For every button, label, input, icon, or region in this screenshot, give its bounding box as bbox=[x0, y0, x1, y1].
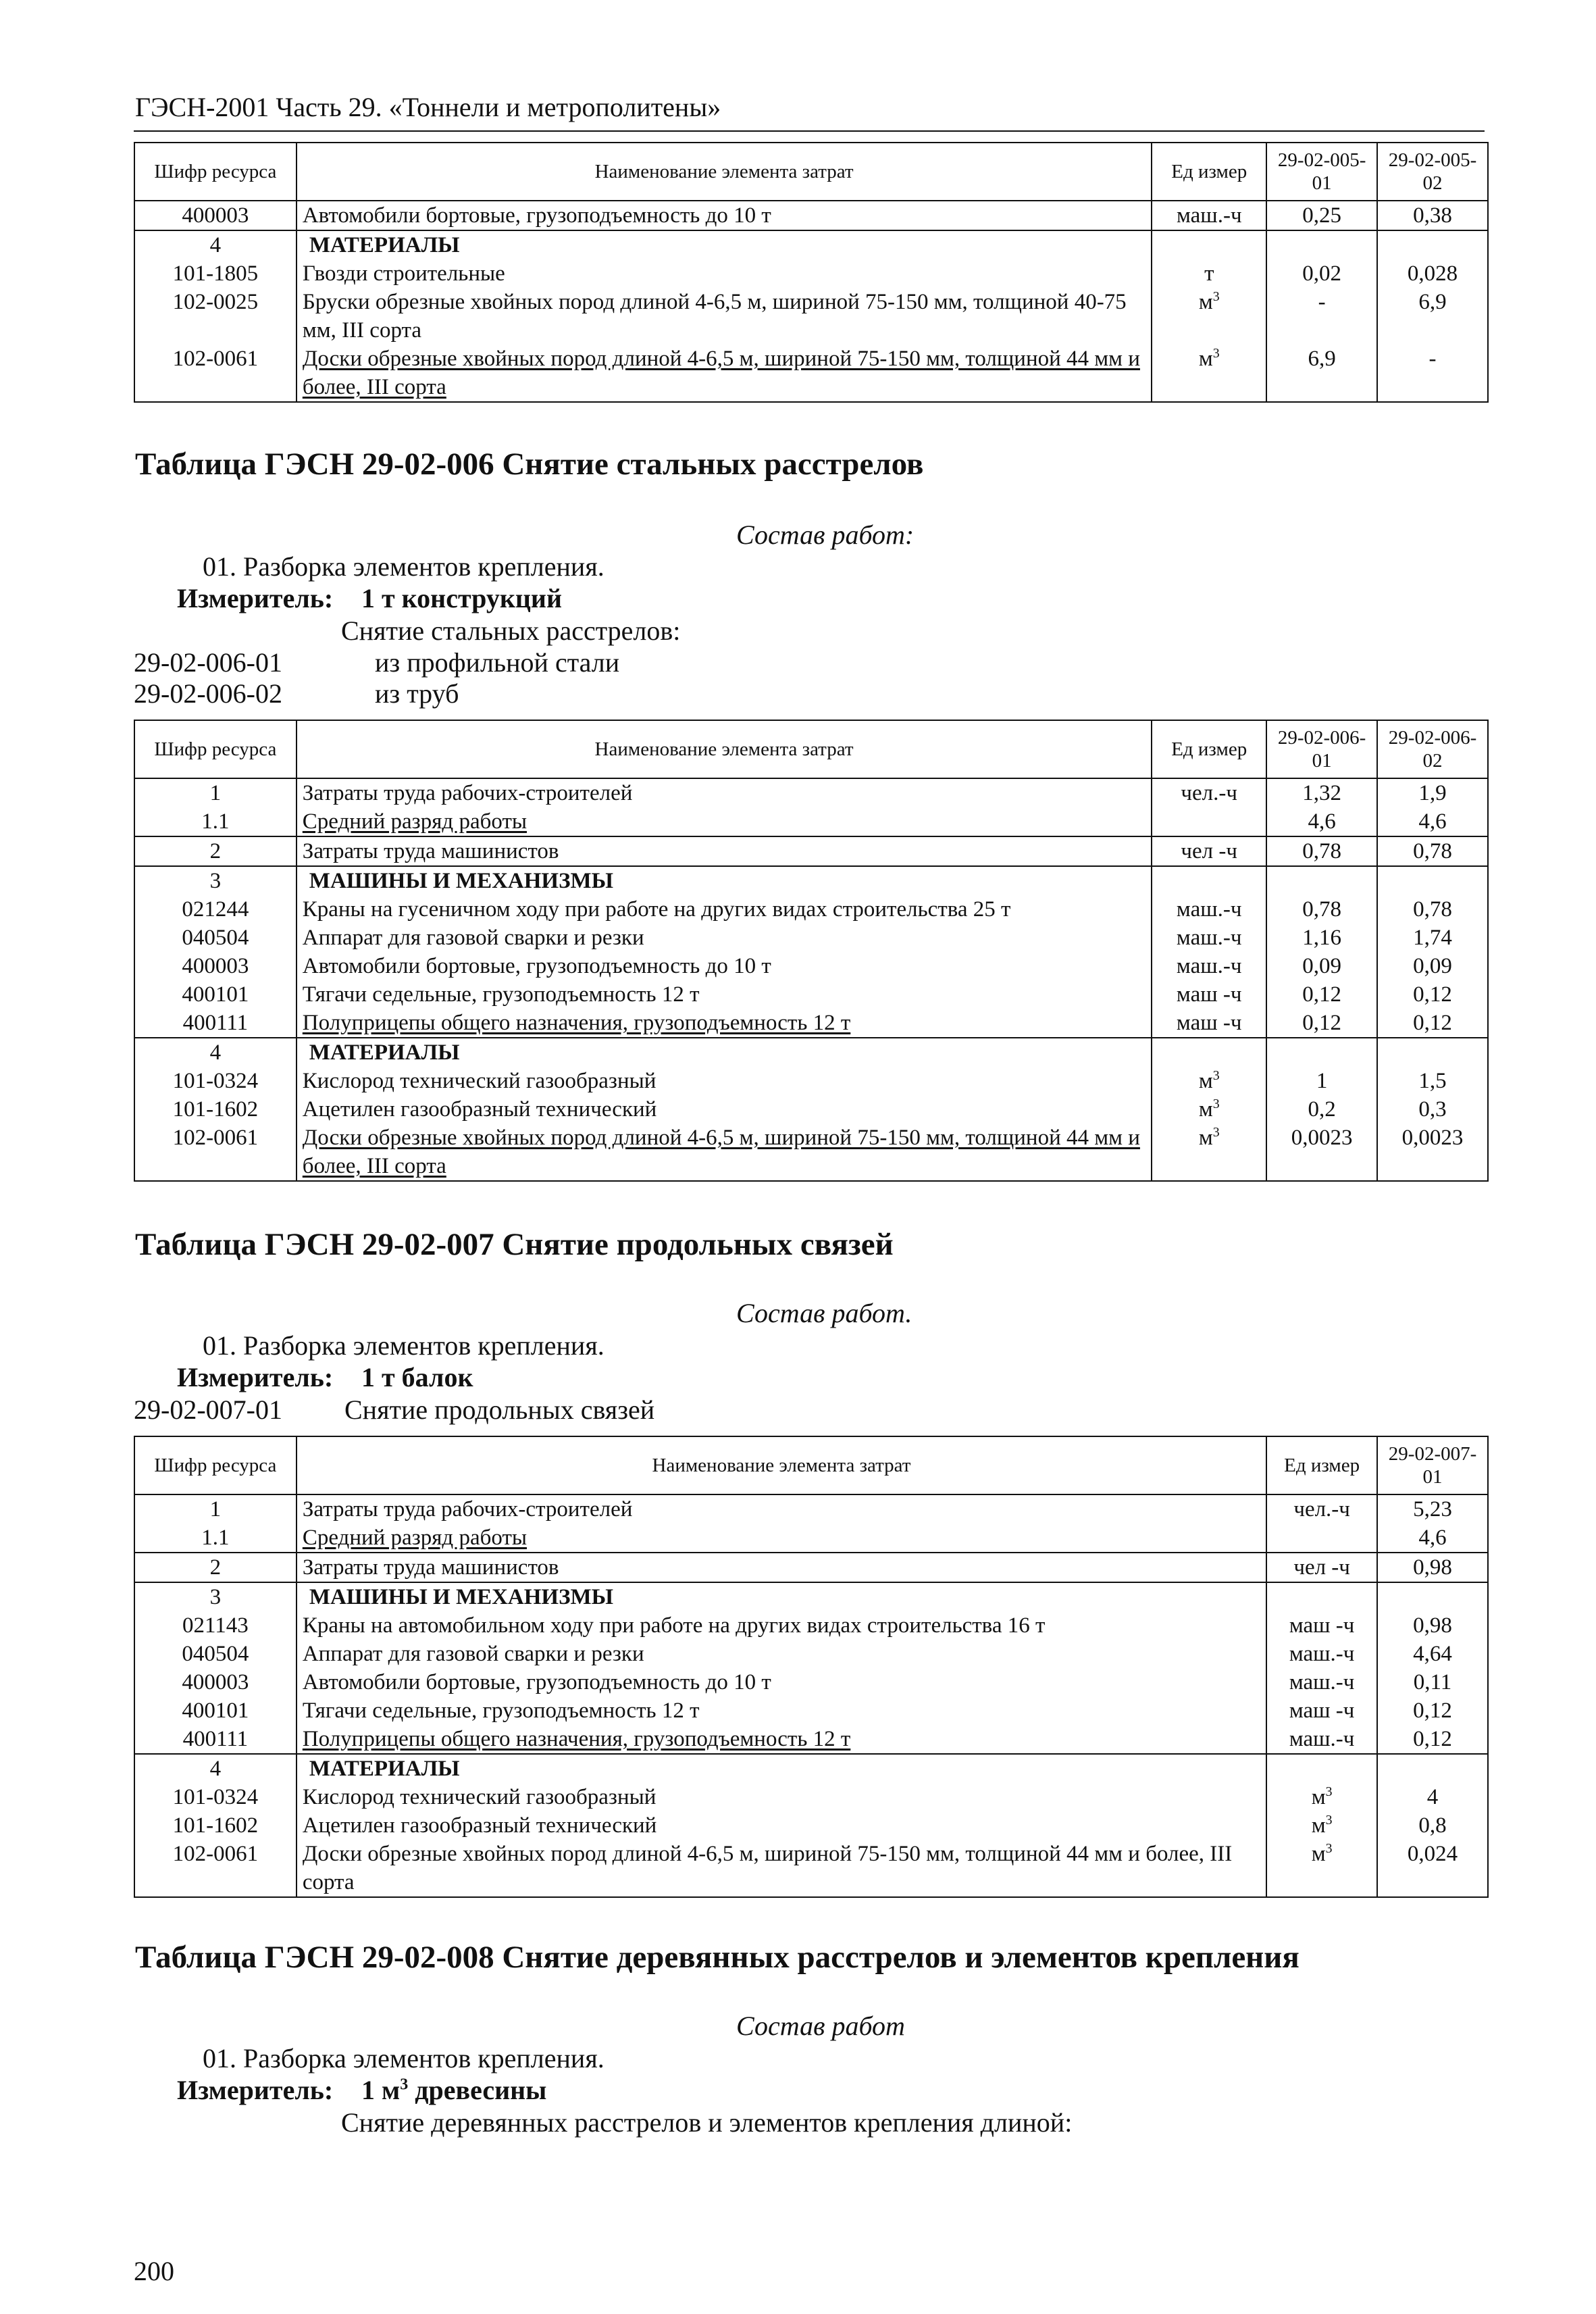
work-item: 01. Разборка элементов крепления. bbox=[203, 1330, 604, 1361]
table-row bbox=[134, 1124, 1488, 1181]
subheading: Снятие деревянных расстрелов и элементов крепления длиной: bbox=[341, 2107, 1073, 2138]
value-variant-1: 0,12 bbox=[1377, 1696, 1488, 1725]
resource-code: 101-1602 bbox=[134, 1095, 297, 1124]
unit-of-measure: чел.-ч bbox=[1152, 778, 1266, 807]
value-variant-1: 1 bbox=[1266, 1067, 1377, 1095]
resource-code: 4 bbox=[134, 1038, 297, 1067]
page-number: 200 bbox=[134, 2256, 174, 2286]
value-variant-1: 0,11 bbox=[1377, 1668, 1488, 1696]
resource-name: Автомобили бортовые, грузоподъемность до 10 т bbox=[297, 201, 1152, 230]
resource-name: Доски обрезные хвойных пород длиной 4-6,5 м, шириной 75-150 мм, толщиной 44 мм и более, III сорта bbox=[297, 1124, 1152, 1181]
subheading: Снятие стальных расстрелов: bbox=[341, 615, 681, 646]
resource-code: 1.1 bbox=[134, 807, 297, 836]
resource-code: 3 bbox=[134, 1582, 297, 1611]
resource-code: 102-0025 bbox=[134, 288, 297, 345]
resource-name: Автомобили бортовые, грузоподъемность до 10 т bbox=[297, 1668, 1266, 1696]
table-row bbox=[134, 924, 1488, 952]
column-header-unit: Ед измер bbox=[1152, 720, 1266, 778]
resource-code: 1 bbox=[134, 1494, 297, 1524]
value-variant-2: 0,09 bbox=[1377, 952, 1488, 980]
section-title-29-02-006: Таблица ГЭСН 29-02-006 Снятие стальных расстрелов bbox=[135, 447, 924, 482]
resource-name: Гвозди строительные bbox=[297, 259, 1152, 288]
group-row bbox=[134, 1754, 1488, 1783]
group-title: МАШИНЫ И МЕХАНИЗМЫ bbox=[297, 1582, 1266, 1611]
unit-of-measure: маш -ч bbox=[1266, 1696, 1377, 1725]
meter-value: 1 т конструкций bbox=[361, 583, 563, 613]
resource-name: Аппарат для газовой сварки и резки bbox=[297, 1640, 1266, 1668]
resource-code: 040504 bbox=[134, 1640, 297, 1668]
resource-name: Средний разряд работы bbox=[297, 807, 1152, 836]
resource-name: Полуприцепы общего назначения, грузоподъемность 12 т bbox=[297, 1009, 1152, 1038]
group-title: МАТЕРИАЛЫ bbox=[297, 1754, 1266, 1783]
resource-table-29-02-007 bbox=[134, 1436, 1489, 1898]
variant-code: 29-02-007-01 bbox=[134, 1394, 282, 1425]
meter-label: Измеритель: bbox=[177, 1362, 334, 1392]
value-variant-2: 1,9 bbox=[1377, 778, 1488, 807]
column-header-code: Шифр ресурса bbox=[134, 143, 297, 201]
table-row bbox=[134, 895, 1488, 924]
table-row bbox=[134, 1811, 1488, 1840]
column-header-variant-1: 29-02-007-01 bbox=[1377, 1436, 1488, 1494]
header-divider bbox=[134, 130, 1485, 132]
resource-name: Полуприцепы общего назначения, грузоподъемность 12 т bbox=[297, 1725, 1266, 1754]
variant-code: 29-02-006-01 bbox=[134, 647, 282, 678]
table-row bbox=[134, 345, 1488, 402]
value-variant-1: 1,16 bbox=[1266, 924, 1377, 952]
unit-of-measure: маш.-ч bbox=[1152, 924, 1266, 952]
resource-name: Затраты труда рабочих-строителей bbox=[297, 778, 1152, 807]
resource-name: Кислород технический газообразный bbox=[297, 1783, 1266, 1811]
value-variant-2: 0,78 bbox=[1377, 836, 1488, 866]
work-item: 01. Разборка элементов крепления. bbox=[203, 551, 604, 582]
unit-of-measure: маш.-ч bbox=[1152, 952, 1266, 980]
unit-of-measure: $м^3$ bbox=[1266, 1840, 1377, 1897]
value-variant-1: 5,23 bbox=[1377, 1494, 1488, 1524]
unit-of-measure: $м^3$ bbox=[1152, 345, 1266, 402]
table-row bbox=[134, 201, 1488, 230]
group-row bbox=[134, 1038, 1488, 1067]
resource-name: Затраты труда машинистов bbox=[297, 836, 1152, 866]
variant-text: Снятие продольных связей bbox=[344, 1394, 655, 1425]
table-row bbox=[134, 1553, 1488, 1582]
resource-code: 400003 bbox=[134, 1668, 297, 1696]
variant-text: из профильной стали bbox=[375, 647, 620, 678]
value-variant-2: 6,9 bbox=[1377, 288, 1488, 345]
value-variant-2: 1,74 bbox=[1377, 924, 1488, 952]
value-variant-1 bbox=[1266, 866, 1377, 895]
value-variant-1: 0,02 bbox=[1266, 259, 1377, 288]
unit-of-measure bbox=[1152, 230, 1266, 259]
unit-of-measure: маш -ч bbox=[1152, 1009, 1266, 1038]
value-variant-1: 0,25 bbox=[1266, 201, 1377, 230]
table-row bbox=[134, 1725, 1488, 1754]
value-variant-1 bbox=[1266, 1038, 1377, 1067]
unit-of-measure: т bbox=[1152, 259, 1266, 288]
unit-of-measure bbox=[1266, 1582, 1377, 1611]
group-code: 4 bbox=[134, 230, 297, 259]
unit-of-measure bbox=[1266, 1754, 1377, 1783]
resource-name: Средний разряд работы bbox=[297, 1524, 1266, 1553]
group-title: МАТЕРИАЛЫ bbox=[297, 1038, 1152, 1067]
table-row bbox=[134, 1494, 1488, 1524]
table-row bbox=[134, 807, 1488, 836]
value-variant-1: 0,12 bbox=[1377, 1725, 1488, 1754]
value-variant-1: 0,024 bbox=[1377, 1840, 1488, 1897]
table-row bbox=[134, 1524, 1488, 1553]
meter-label: Измеритель: bbox=[177, 2075, 334, 2105]
value-variant-1: 0,78 bbox=[1266, 836, 1377, 866]
table-row bbox=[134, 836, 1488, 866]
value-variant-2: 0,12 bbox=[1377, 1009, 1488, 1038]
value-variant-2: 1,5 bbox=[1377, 1067, 1488, 1095]
resource-code: 1 bbox=[134, 778, 297, 807]
value-variant-2: 0,0023 bbox=[1377, 1124, 1488, 1181]
unit-of-measure: $м^3$ bbox=[1152, 1095, 1266, 1124]
column-header-variant-2: 29-02-005-02 bbox=[1377, 143, 1488, 201]
resource-name: Автомобили бортовые, грузоподъемность до 10 т bbox=[297, 952, 1152, 980]
table-row bbox=[134, 1009, 1488, 1038]
unit-of-measure: $м^3$ bbox=[1152, 1067, 1266, 1095]
value-variant-1 bbox=[1377, 1754, 1488, 1783]
column-header-unit: Ед измер bbox=[1266, 1436, 1377, 1494]
table-row bbox=[134, 1840, 1488, 1897]
value-variant-1: 0,09 bbox=[1266, 952, 1377, 980]
resource-code: 1.1 bbox=[134, 1524, 297, 1553]
resource-name: Тягачи седельные, грузоподъемность 12 т bbox=[297, 980, 1152, 1009]
section-title-29-02-007: Таблица ГЭСН 29-02-007 Снятие продольных связей bbox=[135, 1227, 894, 1262]
unit-of-measure bbox=[1152, 866, 1266, 895]
resource-name: Кислород технический газообразный bbox=[297, 1067, 1152, 1095]
resource-name: Затраты труда машинистов bbox=[297, 1553, 1266, 1582]
value-variant-1 bbox=[1377, 1582, 1488, 1611]
value-variant-2: 4,6 bbox=[1377, 807, 1488, 836]
value-variant-1: 4,64 bbox=[1377, 1640, 1488, 1668]
value-variant-1: 0,12 bbox=[1266, 980, 1377, 1009]
value-variant-1: 0,0023 bbox=[1266, 1124, 1377, 1181]
resource-name: Доски обрезные хвойных пород длиной 4-6,5 м, шириной 75-150 мм, толщиной 44 мм и более, III сорта bbox=[297, 1840, 1266, 1897]
value-variant-2: - bbox=[1377, 345, 1488, 402]
resource-code: 2 bbox=[134, 1553, 297, 1582]
group-title: МАТЕРИАЛЫ bbox=[297, 230, 1152, 259]
column-header-name: Наименование элемента затрат bbox=[297, 1436, 1266, 1494]
value-variant-1: 0,78 bbox=[1266, 895, 1377, 924]
table-row bbox=[134, 1668, 1488, 1696]
column-header-code: Шифр ресурса bbox=[134, 720, 297, 778]
resource-name: Ацетилен газообразный технический bbox=[297, 1811, 1266, 1840]
value-variant-1: 1,32 bbox=[1266, 778, 1377, 807]
unit-of-measure: чел.-ч bbox=[1266, 1494, 1377, 1524]
resource-code: 400101 bbox=[134, 980, 297, 1009]
unit-of-measure: чел -ч bbox=[1266, 1553, 1377, 1582]
unit-of-measure bbox=[1266, 1524, 1377, 1553]
resource-code: 102-0061 bbox=[134, 345, 297, 402]
value-variant-2: 0,38 bbox=[1377, 201, 1488, 230]
composition-label: Состав работ: bbox=[736, 520, 915, 550]
table-row bbox=[134, 952, 1488, 980]
unit-of-measure: маш.-ч bbox=[1266, 1640, 1377, 1668]
variant-code: 29-02-006-02 bbox=[134, 678, 282, 709]
unit-of-measure: $м^3$ bbox=[1152, 288, 1266, 345]
resource-code: 101-1602 bbox=[134, 1811, 297, 1840]
value-variant-1 bbox=[1266, 230, 1377, 259]
resource-name: Краны на автомобильном ходу при работе на других видах строительства 16 т bbox=[297, 1611, 1266, 1640]
resource-table-29-02-005 bbox=[134, 142, 1489, 403]
group-row bbox=[134, 230, 1488, 259]
unit-of-measure: маш -ч bbox=[1266, 1611, 1377, 1640]
unit-of-measure bbox=[1152, 807, 1266, 836]
value-variant-1: 0,12 bbox=[1266, 1009, 1377, 1038]
resource-code: 2 bbox=[134, 836, 297, 866]
unit-of-measure: маш -ч bbox=[1152, 980, 1266, 1009]
resource-name: Бруски обрезные хвойных пород длиной 4-6,5 м, шириной 75-150 мм, толщиной 40-75 мм, III сорта bbox=[297, 288, 1152, 345]
value-variant-1: - bbox=[1266, 288, 1377, 345]
table-row bbox=[134, 1095, 1488, 1124]
unit-of-measure: маш.-ч bbox=[1152, 895, 1266, 924]
value-variant-2 bbox=[1377, 230, 1488, 259]
resource-table-29-02-006 bbox=[134, 720, 1489, 1182]
meter-value: 1 т балок bbox=[361, 1362, 473, 1392]
column-header-unit: Ед измер bbox=[1152, 143, 1266, 201]
unit-of-measure: чел -ч bbox=[1152, 836, 1266, 866]
table-row bbox=[134, 259, 1488, 288]
resource-code: 102-0061 bbox=[134, 1840, 297, 1897]
meter-label: Измеритель: bbox=[177, 583, 334, 613]
meter-value: 1 $м^3$ древесины bbox=[361, 2075, 547, 2105]
group-row bbox=[134, 1582, 1488, 1611]
value-variant-1: 0,98 bbox=[1377, 1553, 1488, 1582]
value-variant-1: 6,9 bbox=[1266, 345, 1377, 402]
resource-code: 040504 bbox=[134, 924, 297, 952]
table-row bbox=[134, 1696, 1488, 1725]
unit-of-measure: маш.-ч bbox=[1266, 1725, 1377, 1754]
unit-of-measure: маш.-ч bbox=[1266, 1668, 1377, 1696]
value-variant-2: 0,3 bbox=[1377, 1095, 1488, 1124]
section-title-29-02-008: Таблица ГЭСН 29-02-008 Снятие деревянных расстрелов и элементов крепления bbox=[135, 1940, 1299, 1975]
column-header-variant-1: 29-02-006-01 bbox=[1266, 720, 1377, 778]
table-row bbox=[134, 1783, 1488, 1811]
resource-code: 400111 bbox=[134, 1009, 297, 1038]
value-variant-1: 4,6 bbox=[1266, 807, 1377, 836]
resource-name: Аппарат для газовой сварки и резки bbox=[297, 924, 1152, 952]
variant-text: из труб bbox=[375, 678, 459, 709]
value-variant-1: 4 bbox=[1377, 1783, 1488, 1811]
resource-name: Тягачи седельные, грузоподъемность 12 т bbox=[297, 1696, 1266, 1725]
unit-of-measure: $м^3$ bbox=[1266, 1783, 1377, 1811]
group-title: МАШИНЫ И МЕХАНИЗМЫ bbox=[297, 866, 1152, 895]
table-row bbox=[134, 980, 1488, 1009]
column-header-name: Наименование элемента затрат bbox=[297, 143, 1152, 201]
value-variant-2 bbox=[1377, 1038, 1488, 1067]
work-item: 01. Разборка элементов крепления. bbox=[203, 2043, 604, 2073]
resource-code: 021143 bbox=[134, 1611, 297, 1640]
resource-name: Затраты труда рабочих-строителей bbox=[297, 1494, 1266, 1524]
resource-code: 101-0324 bbox=[134, 1067, 297, 1095]
table-row bbox=[134, 778, 1488, 807]
column-header-code: Шифр ресурса bbox=[134, 1436, 297, 1494]
table-row bbox=[134, 1640, 1488, 1668]
composition-label: Состав работ bbox=[736, 2011, 905, 2041]
value-variant-1: 0,2 bbox=[1266, 1095, 1377, 1124]
unit-of-measure: маш.-ч bbox=[1152, 201, 1266, 230]
value-variant-1: 0,98 bbox=[1377, 1611, 1488, 1640]
resource-code: 400003 bbox=[134, 201, 297, 230]
value-variant-2: 0,78 bbox=[1377, 895, 1488, 924]
unit-of-measure: $м^3$ bbox=[1266, 1811, 1377, 1840]
resource-code: 400101 bbox=[134, 1696, 297, 1725]
resource-code: 400111 bbox=[134, 1725, 297, 1754]
resource-code: 021244 bbox=[134, 895, 297, 924]
resource-name: Ацетилен газообразный технический bbox=[297, 1095, 1152, 1124]
value-variant-1: 0,8 bbox=[1377, 1811, 1488, 1840]
table-row bbox=[134, 1611, 1488, 1640]
resource-name: Краны на гусеничном ходу при работе на других видах строительства 25 т bbox=[297, 895, 1152, 924]
unit-of-measure bbox=[1152, 1038, 1266, 1067]
resource-code: 101-0324 bbox=[134, 1783, 297, 1811]
resource-code: 101-1805 bbox=[134, 259, 297, 288]
running-head: ГЭСН-2001 Часть 29. «Тоннели и метрополитены» bbox=[135, 92, 721, 122]
resource-name: Доски обрезные хвойных пород длиной 4-6,5 м, шириной 75-150 мм, толщиной 44 мм и более, III сорта bbox=[297, 345, 1152, 402]
resource-code: 102-0061 bbox=[134, 1124, 297, 1181]
resource-code: 400003 bbox=[134, 952, 297, 980]
table-row bbox=[134, 288, 1488, 345]
value-variant-2: 0,12 bbox=[1377, 980, 1488, 1009]
column-header-name: Наименование элемента затрат bbox=[297, 720, 1152, 778]
value-variant-1: 4,6 bbox=[1377, 1524, 1488, 1553]
table-row bbox=[134, 1067, 1488, 1095]
unit-of-measure: $м^3$ bbox=[1152, 1124, 1266, 1181]
column-header-variant-1: 29-02-005-01 bbox=[1266, 143, 1377, 201]
resource-code: 3 bbox=[134, 866, 297, 895]
resource-code: 4 bbox=[134, 1754, 297, 1783]
group-row bbox=[134, 866, 1488, 895]
value-variant-2: 0,028 bbox=[1377, 259, 1488, 288]
composition-label: Состав работ. bbox=[736, 1298, 912, 1328]
value-variant-2 bbox=[1377, 866, 1488, 895]
column-header-variant-2: 29-02-006-02 bbox=[1377, 720, 1488, 778]
